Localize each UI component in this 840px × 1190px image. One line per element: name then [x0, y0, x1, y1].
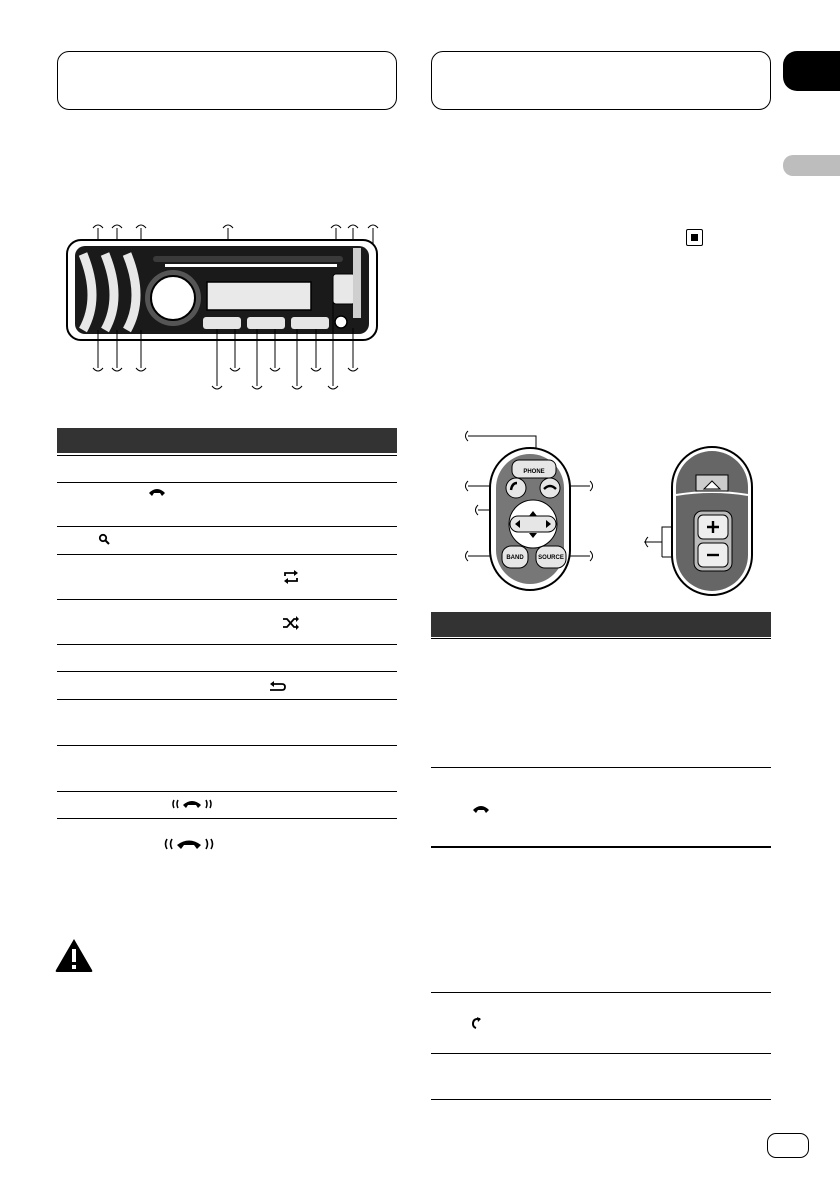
section-tab-black	[783, 51, 840, 91]
preset-button-1	[203, 317, 241, 329]
off-hook-button	[540, 478, 560, 498]
left-table-rule	[57, 526, 397, 527]
left-table-rule	[57, 554, 397, 555]
volume-knob	[151, 276, 195, 320]
left-table-rule	[57, 599, 397, 600]
steering-remote-diagram	[460, 428, 600, 598]
ring-phone-icon	[164, 836, 214, 852]
left-table-rule	[57, 745, 397, 746]
aux-jack	[335, 316, 347, 328]
left-table-header	[57, 428, 397, 453]
section-tab-grey	[783, 155, 840, 176]
right-table-rule	[431, 846, 771, 848]
callout-arcs-bottom	[93, 368, 358, 389]
preset-button-2	[247, 317, 285, 329]
right-table-rule	[431, 992, 771, 993]
right-section-title-box	[431, 51, 771, 110]
repeat-icon	[282, 570, 300, 584]
left-table-rule	[57, 644, 397, 645]
left-table-rule	[57, 482, 397, 483]
return-icon	[268, 681, 286, 693]
phone-button-label: PHONE	[523, 469, 545, 475]
detach-button	[333, 274, 355, 304]
band-button-label: BAND	[506, 555, 524, 561]
end-section-icon	[686, 229, 703, 246]
left-table-rule	[57, 791, 397, 792]
page-number-box	[767, 1133, 809, 1158]
preset-button-3	[291, 317, 329, 329]
left-table-rule	[57, 818, 397, 819]
left-table-rule	[57, 671, 397, 672]
right-table-rule	[431, 638, 771, 639]
source-button-label: SOURCE	[538, 555, 564, 561]
head-unit-diagram	[57, 218, 397, 398]
left-table-rule	[57, 455, 397, 456]
right-table-rule	[431, 1099, 771, 1100]
ring-phone-icon	[172, 797, 212, 811]
volume-remote-diagram	[640, 445, 760, 600]
phone-icon	[472, 804, 490, 816]
right-table-rule	[431, 767, 771, 768]
left-section-title-box	[57, 51, 397, 110]
right-table-header	[431, 612, 771, 637]
phone-off-icon	[470, 1016, 482, 1030]
warning-icon	[54, 937, 94, 973]
phone-icon	[148, 487, 166, 499]
right-table-rule	[431, 1053, 771, 1054]
left-table-rule	[57, 699, 397, 700]
shuffle-icon	[282, 616, 300, 630]
search-icon	[98, 533, 110, 545]
display-window	[207, 282, 311, 310]
on-hook-button	[506, 478, 526, 498]
